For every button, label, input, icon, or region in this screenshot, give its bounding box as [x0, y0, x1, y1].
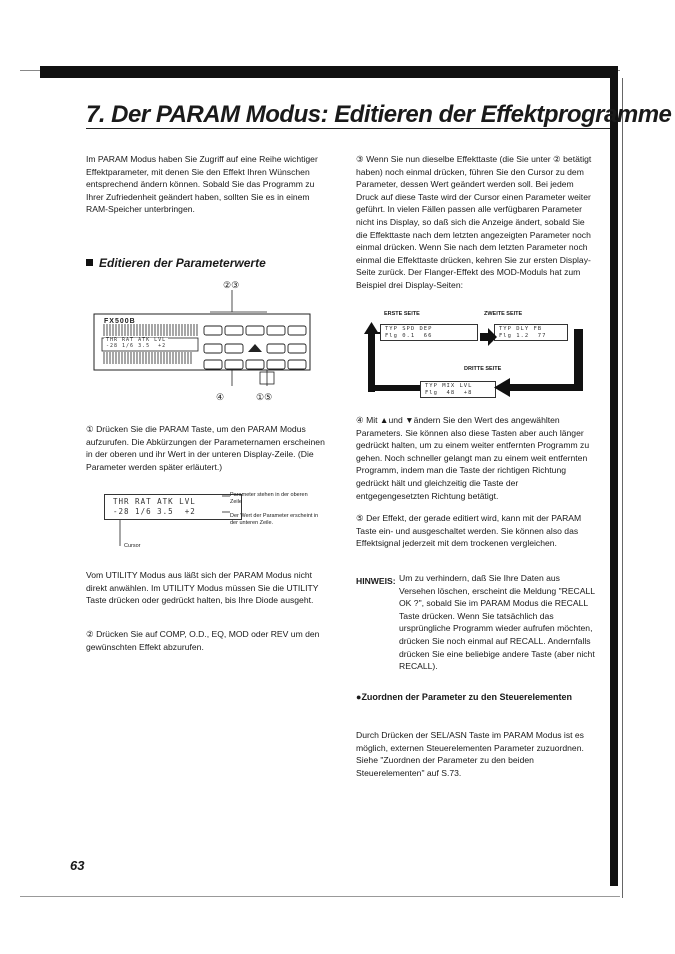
- bullet-dot-icon: ●: [356, 692, 362, 702]
- page-cycle-arrows: [360, 318, 590, 408]
- second-page-line1: TYP DLY FB: [499, 326, 543, 332]
- step1-paragraph: ① Drücken Sie die PARAM Taste, um den PARAM Modus aufzurufen. Die Abkürzungen der Parameternamen erscheinen in der oberen und ihr Wert in der unteren Display-Zeile. (Die Parameter werden später erläutert.): [86, 424, 325, 472]
- hinweis-text: Um zu verhindern, daß Sie Ihre Daten aus Versehen löschen, erscheint die Meldung "RECALL OK ?", sobald Sie im PARAM Modus die RECALL Taste drücken. Wenn Sie tatsächlich das ursprüngliche Programm wieder aufrufen möchten, drücken Sie noch einmal auf RECALL. Andernfalls drücken Sie eine beliebige andere Taste (aber nicht RECALL).: [399, 573, 595, 672]
- assign-paragraph: Durch Drücken der SEL/ASN Taste im PARAM Modus ist es möglich, externen Steuerelementen Parameter zuzuordnen. Siehe "Zuordnen der Parameter zu den beiden Steuerelementen" auf S.73.: [356, 730, 584, 778]
- second-page-label: ZWEITE SEITE: [484, 311, 523, 317]
- subheading: [356, 692, 576, 703]
- label-cursor: Cursor: [124, 543, 141, 549]
- page-edge-bar: [610, 66, 618, 886]
- step4-paragraph: ④ Mit ▲und ▼ändern Sie den Wert des angewählten Parameters. Sie können also diese Tasten aber auch länger gedrückt halten, um zu einem weiter entfernten Programm zu gehen. Noch schneller gelangt man zu einem weit entfernten Programm, indem man die Taste der richtigen Richtung gedrückt hält und gleichzeitig die Taste der entgegengesetzten Richtung betätigt.: [356, 415, 590, 501]
- first-page-label: ERSTE SEITE: [384, 311, 420, 317]
- lcd-detail-leaders: [100, 490, 240, 550]
- third-page-line2: Flg 48 +8: [425, 389, 473, 396]
- panel-lcd-line2: -28 1/6 3.5 +2: [106, 342, 167, 349]
- section-heading: [86, 256, 266, 270]
- hinweis-label: HINWEIS:: [356, 576, 396, 586]
- section-heading-text: Editieren der Parameterwerte: [99, 256, 266, 270]
- device-brand: FX500B: [104, 318, 136, 325]
- first-page-line1: TYP SPD DEP: [385, 326, 433, 332]
- bullet-square-icon: [86, 259, 93, 266]
- step5-paragraph: ⑤ Der Effekt, der gerade editiert wird, kann mit der PARAM Taste ein- und ausgeschaltet werden. Sie können also das Effektsignal jederzeit mit dem trockenen vergleichen.: [356, 513, 582, 549]
- third-page-line1: TYP MIX LVL: [425, 383, 473, 389]
- lcd-detail-line1: THR RAT ATK LVL: [113, 497, 196, 506]
- third-page-label: DRITTE SEITE: [464, 366, 502, 372]
- arrow-right-icon: [480, 328, 497, 346]
- utility-note: Vom UTILITY Modus aus läßt sich der PARAM Modus nicht direkt anwählen. Im UTILITY Modus müssen Sie die UTILITY Taste drücken oder gedrückt halten, bis Ihre Diode ausgeht.: [86, 570, 319, 606]
- lcd-detail-line2: -28 1/6 3.5 +2: [113, 507, 196, 516]
- bottom-rule: [20, 896, 620, 897]
- panel-lcd-line1: THR RAT ATK LVL: [106, 337, 167, 343]
- callout-2-3: ②③: [223, 280, 240, 290]
- page-title: 7. Der PARAM Modus: Editieren der Effektprogramme: [86, 101, 672, 128]
- callout-1-5: ①⑤: [256, 392, 273, 402]
- step3-paragraph: ③ Wenn Sie nun dieselbe Effekttaste (die Sie unter ② betätigt haben) noch einmal drücken, führen Sie den Cursor zu dem Parameter, dessen Wert geändert werden soll. Bei jedem Druck auf diese Taste wird der Cursor einen Parameter weiter geführt. In vielen Fällen passen alle verfügbaren Parameter nicht ins Display, so daß sich die Anzeige ändert, sobald Sie die Effekttaste nach dem letzten angezeigten Parameter noch einmal drücken. Wenn Sie nach dem letzten Parameter noch einmal die Effekttaste drücken, kehren Sie zur ersten Display-Seite zurück. Der Flanger-Effekt des MOD-Moduls hat zum Beispiel drei Display-Seiten:: [356, 154, 592, 290]
- panel-lcd: [104, 338, 168, 349]
- first-page-line2: Flg 0.1 66: [385, 332, 433, 339]
- callout-4: ④: [216, 392, 225, 402]
- page-edge-line: [622, 78, 623, 898]
- arrow-left-icon: [494, 378, 510, 397]
- page-number: 63: [70, 858, 85, 873]
- subheading-text: Zuordnen der Parameter zu den Steuerelementen: [361, 692, 572, 702]
- title-rule: [86, 128, 610, 129]
- header-bar: [40, 66, 618, 78]
- intro-paragraph: Im PARAM Modus haben Sie Zugriff auf eine Reihe wichtiger Effektparameter, mit denen Sie den Effekt Ihren Wünschen entsprechend ändern können. Sobald Sie das Programm zu Ihrer Zufriedenheit geändert haben, sollten Sie es in einem RAM-Speicher unterbringen.: [86, 154, 318, 215]
- step2-paragraph: ② Drücken Sie auf COMP, O.D., EQ, MOD oder REV um den gewünschten Effekt abzurufen.: [86, 629, 320, 652]
- label-lower-row: Der Wert der Parameter erscheint in der unteren Zeile.: [230, 513, 319, 526]
- label-upper-row: Parameter stehen in der oberen Zeile: [230, 492, 308, 505]
- second-page-line2: Flg 1.2 77: [499, 332, 547, 339]
